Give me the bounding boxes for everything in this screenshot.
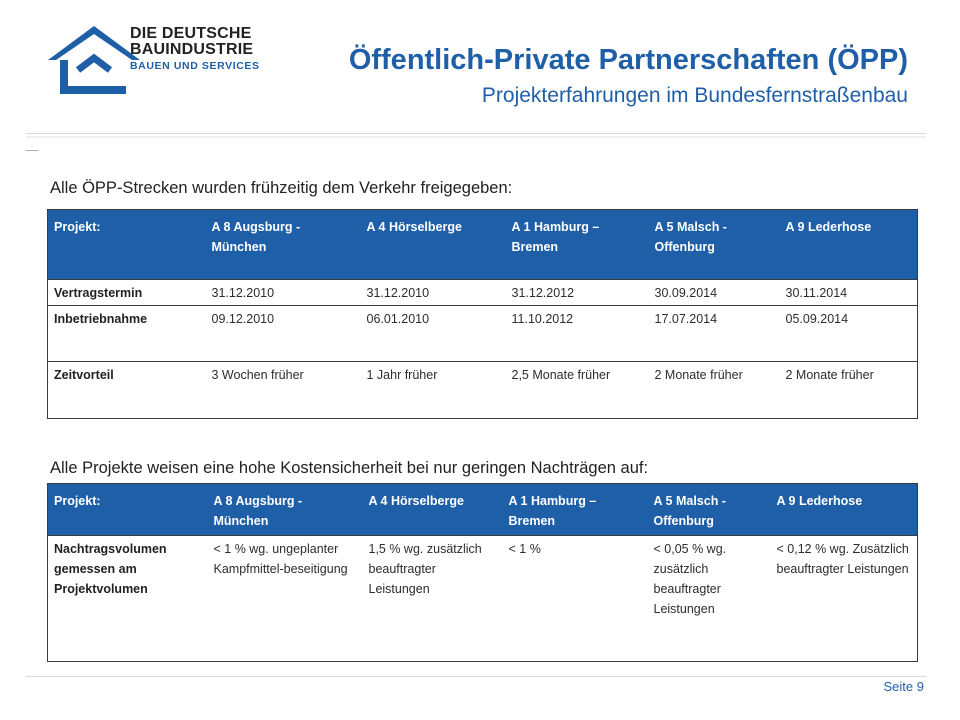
- header-cell: A 1 Hamburg – Bremen: [506, 210, 649, 280]
- table-cell: 17.07.2014: [649, 306, 780, 362]
- table-cell: 06.01.2010: [361, 306, 506, 362]
- table-cell: 09.12.2010: [206, 306, 361, 362]
- header-cell: A 5 Malsch - Offenburg: [649, 210, 780, 280]
- header-cell: Projekt:: [48, 484, 208, 536]
- table-cell: < 1 %: [503, 536, 648, 662]
- table-row: [48, 362, 918, 419]
- header-cell: A 9 Lederhose: [780, 210, 918, 280]
- table-row: [48, 536, 918, 662]
- row-label: Zeitvorteil: [48, 362, 206, 419]
- page-number: Seite 9: [883, 679, 924, 694]
- header-cell: A 4 Hörselberge: [361, 210, 506, 280]
- table-cell: 31.12.2010: [206, 280, 361, 306]
- header-cell: A 8 Augsburg - München: [208, 484, 363, 536]
- header-cell: A 8 Augsburg - München: [206, 210, 361, 280]
- cost-security-table: [47, 483, 918, 662]
- row-label: Nachtragsvolumen gemessen am Projektvolumen: [48, 536, 208, 662]
- table-row: [48, 280, 918, 306]
- row-label: Vertragstermin: [48, 280, 206, 306]
- page-subtitle: Projekterfahrungen im Bundesfernstraßenbau: [481, 84, 908, 107]
- table-cell: 1,5 % wg. zusätzlich beauftragter Leistungen: [363, 536, 503, 662]
- table-cell: 31.12.2012: [506, 280, 649, 306]
- row-label: Inbetriebnahme: [48, 306, 206, 362]
- table-cell: 3 Wochen früher: [206, 362, 361, 419]
- margin-tick: [26, 150, 38, 151]
- header-cell: Projekt:: [48, 210, 206, 280]
- header-cell: A 9 Lederhose: [771, 484, 918, 536]
- table-cell: < 0,12 % wg. Zusätzlich beauftragter Leistungen: [771, 536, 918, 662]
- table-cell: 05.09.2014: [780, 306, 918, 362]
- table-cell: < 1 % wg. ungeplanter Kampfmittel-beseitigung: [208, 536, 363, 662]
- table-header-row: [48, 210, 918, 280]
- table-row: [48, 306, 918, 362]
- logo-line-1: DIE DEUTSCHE: [130, 25, 252, 42]
- header-cell: A 4 Hörselberge: [363, 484, 503, 536]
- header-cell: A 1 Hamburg – Bremen: [503, 484, 648, 536]
- header-divider: [26, 133, 926, 134]
- table-cell: 2 Monate früher: [649, 362, 780, 419]
- page-title: Öffentlich-Private Partnerschaften (ÖPP): [348, 44, 908, 76]
- table-header-row: [48, 484, 918, 536]
- table-cell: 2 Monate früher: [780, 362, 918, 419]
- table-cell: 11.10.2012: [506, 306, 649, 362]
- logo-line-2: BAUINDUSTRIE: [130, 41, 254, 58]
- release-dates-table: [47, 209, 918, 419]
- logo-line-3: BAUEN UND SERVICES: [130, 60, 260, 72]
- table-cell: 30.11.2014: [780, 280, 918, 306]
- footer-divider: [26, 676, 926, 677]
- table-cell: 2,5 Monate früher: [506, 362, 649, 419]
- table-cell: 1 Jahr früher: [361, 362, 506, 419]
- table-cell: 31.12.2010: [361, 280, 506, 306]
- header-divider-shadow: [26, 136, 926, 138]
- section1-intro: Alle ÖPP-Strecken wurden frühzeitig dem Verkehr freigegeben:: [50, 179, 513, 197]
- section2-intro: Alle Projekte weisen eine hohe Kostensicherheit bei nur geringen Nachträgen auf:: [50, 459, 649, 477]
- table-cell: 30.09.2014: [649, 280, 780, 306]
- table-cell: < 0,05 % wg. zusätzlich beauftragter Leistungen: [648, 536, 771, 662]
- header-cell: A 5 Malsch - Offenburg: [648, 484, 771, 536]
